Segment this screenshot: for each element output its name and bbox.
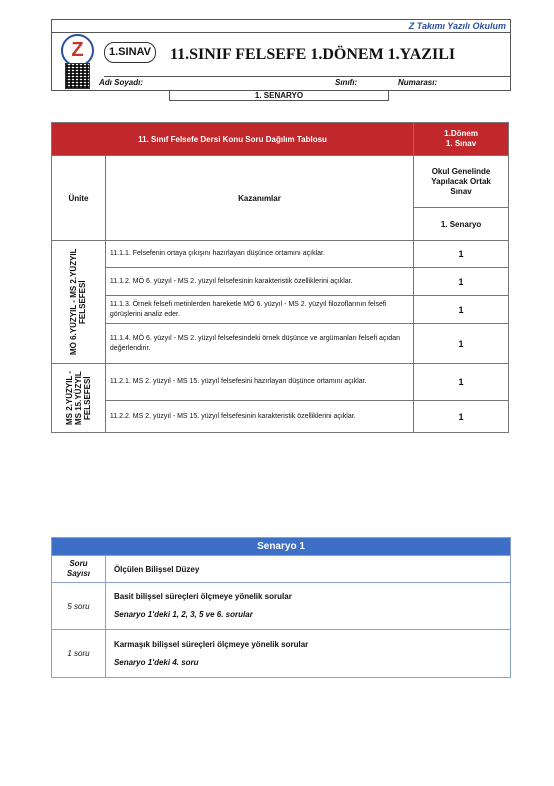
unit-name: MÖ 6.YÜZYIL - MS 2.YÜZYIL FELSEFESİ — [69, 248, 88, 356]
senaryo-col-header: 1. Senaryo — [414, 208, 509, 241]
header-top-bar — [52, 20, 510, 33]
donem-label: 1.Dönem — [444, 129, 478, 138]
table-row — [52, 630, 511, 678]
senaryo-table — [51, 537, 511, 678]
question-count: 1 — [414, 268, 509, 296]
qr-code-icon — [65, 63, 90, 89]
page-title: 11.SINIF FELSEFE 1.DÖNEM 1.YAZILI — [170, 46, 456, 63]
kazanim-text: 11.1.4. MÖ 6. yüzyıl - MS 2. yüzyıl felsefesindeki örnek düşünce ve argümanları felsefi açıdan değerlendirir. — [105, 324, 413, 364]
level-detail: Senaryo 1'deki 1, 2, 3, 5 ve 6. sorular — [113, 610, 253, 619]
kazanim-text: 11.2.2. MS 2. yüzyıl - MS 15. yüzyıl felsefesinin karakteristik özelliklerini açıklar. — [105, 401, 413, 433]
senaryo-header-row — [52, 556, 511, 583]
table-title: 11. Sınıf Felsefe Dersi Konu Soru Dağılım Tablosu — [52, 123, 414, 156]
question-count: 1 — [414, 296, 509, 324]
level-text: Basit bilişsel süreçleri ölçmeye yönelik sorular — [113, 592, 292, 601]
kazanimlar-header: Kazanımlar — [105, 156, 413, 241]
kazanim-text: 11.1.3. Örnek felsefi metinlerden hareketle MÖ 6. yüzyıl - MS 2. yüzyıl filozoflarının felsefi görüşlerini analiz eder. — [105, 296, 413, 324]
name-label: Adı Soyadı: — [99, 78, 144, 87]
table-title-row — [52, 123, 509, 156]
kazanim-text: 11.1.1. Felsefenin ortaya çıkışını hazırlayan düşünce ortamını açıklar. — [105, 241, 413, 268]
level-detail: Senaryo 1'deki 4. soru — [113, 657, 199, 667]
question-count: 1 — [414, 401, 509, 433]
level-text: Karmaşık bilişsel süreçleri ölçmeye yönelik sorular — [113, 639, 309, 649]
table-row — [52, 364, 509, 401]
level-cell — [105, 583, 510, 630]
donem-header — [414, 123, 509, 156]
table-row — [52, 583, 511, 630]
unit-cell — [52, 364, 106, 433]
z-logo-icon: Z — [61, 34, 94, 67]
senaryo-table-title: Senaryo 1 — [52, 538, 511, 556]
soru-count: 5 soru — [52, 583, 106, 630]
table-row — [52, 401, 509, 433]
column-header-row — [52, 156, 509, 208]
header-tag: Z Takımı Yazılı Okulum — [408, 21, 506, 31]
soru-count: 1 soru — [52, 630, 106, 678]
kazanim-text: 11.2.1. MS 2. yüzyıl - MS 15. yüzyıl felsefesini hazırlayan düşünce ortamını açıklar. — [105, 364, 413, 401]
table-row — [52, 324, 509, 364]
table-row — [52, 296, 509, 324]
okul-geneli-header: Okul Genelinde Yapılacak Ortak Sınav — [414, 156, 509, 208]
number-label: Numarası: — [398, 78, 438, 87]
table-row — [52, 268, 509, 296]
question-count: 1 — [414, 241, 509, 268]
sinav-badge: 1.SINAV — [104, 42, 156, 63]
senaryo-label: 1. SENARYO — [169, 91, 389, 101]
kazanim-text: 11.1.2. MÖ 6. yüzyıl - MS 2. yüzyıl felsefesinin karakteristik özelliklerini açıklar. — [105, 268, 413, 296]
question-distribution-table — [51, 122, 509, 433]
level-cell — [105, 630, 510, 678]
sinav-label: 1. Sınav — [445, 139, 477, 148]
table-row — [52, 241, 509, 268]
soru-sayisi-header: Soru Sayısı — [52, 556, 106, 583]
class-label: Sınıfı: — [335, 78, 358, 87]
unite-header: Ünite — [52, 156, 106, 241]
header-divider — [104, 76, 510, 77]
unit-name: MS 2.YÜZYIL - MS 15.YÜZYIL FELSEFESİ — [64, 370, 92, 426]
question-count: 1 — [414, 364, 509, 401]
unit-cell — [52, 241, 106, 364]
exam-header — [51, 19, 511, 91]
question-count: 1 — [414, 324, 509, 364]
bilissel-duzey-header: Ölçülen Bilişsel Düzey — [105, 556, 510, 583]
